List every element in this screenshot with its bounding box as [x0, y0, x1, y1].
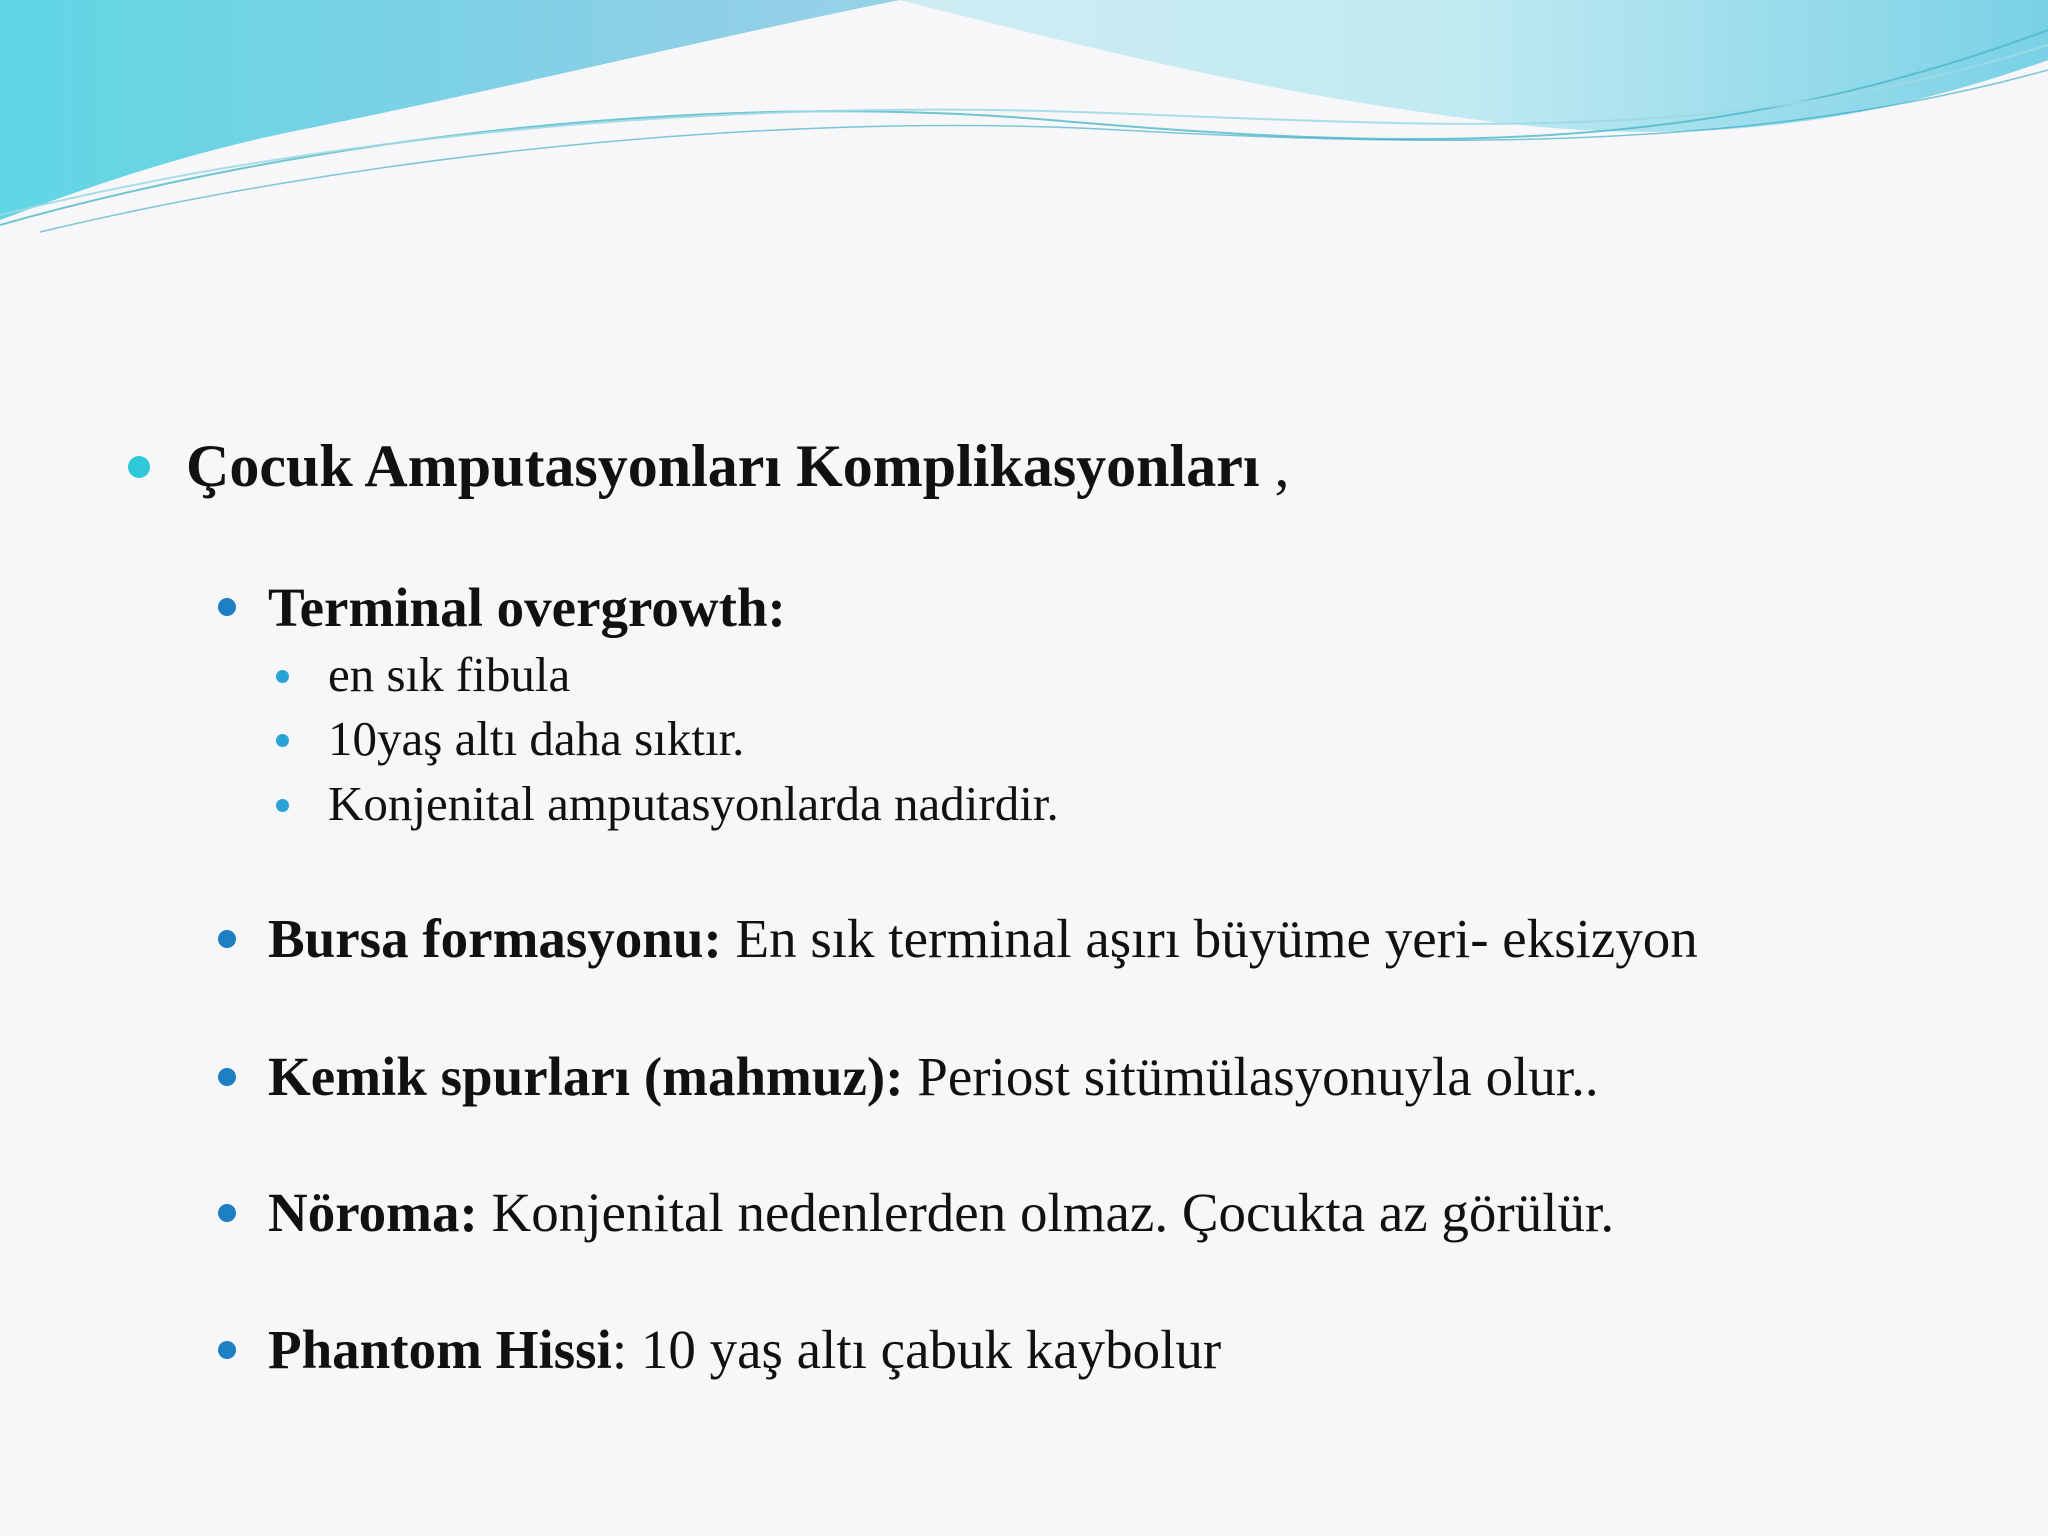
- level2-bullet-icon: [218, 930, 236, 948]
- bullet-term: Kemik spurları (mahmuz):: [268, 1046, 904, 1107]
- bullet-bursa-formasyonu: [268, 906, 1698, 972]
- bullet-text: Konjenital nedenlerden olmaz. Çocukta az görülür.: [477, 1182, 1615, 1243]
- bullet-kemik-spurlari: [268, 1044, 1599, 1110]
- subbullet-item: Konjenital amputasyonlarda nadirdir.: [328, 776, 1059, 831]
- main-bullet-title: [186, 430, 1290, 502]
- bullet-terminal-overgrowth: [268, 575, 786, 641]
- level3-bullet-icon: [276, 670, 289, 683]
- bullet-term: Bursa formasyonu:: [268, 908, 722, 969]
- bullet-text: Periost sitümülasyonuyla olur..: [903, 1046, 1599, 1107]
- bullet-term: Phantom Hissi: [268, 1319, 612, 1380]
- bullet-term: Nöroma:: [268, 1182, 478, 1243]
- bullet-text: : 10 yaş altı çabuk kaybolur: [611, 1319, 1222, 1380]
- level3-bullet-icon: [276, 734, 289, 747]
- subbullet-item: en sık fibula: [328, 647, 571, 702]
- level2-bullet-icon: [218, 1341, 236, 1359]
- subbullet-item: 10yaş altı daha sıktır.: [328, 711, 745, 766]
- bullet-term: Terminal overgrowth:: [268, 577, 786, 638]
- main-title-text: Çocuk Amputasyonları Komplikasyonları: [186, 433, 1260, 499]
- bullet-noroma: [268, 1180, 1614, 1246]
- level2-bullet-icon: [218, 1204, 236, 1222]
- level1-bullet-icon: [128, 456, 150, 478]
- bullet-text: En sık terminal aşırı büyüme yeri- eksizyon: [721, 908, 1698, 969]
- bullet-phantom-hissi: [268, 1317, 1221, 1383]
- level2-bullet-icon: [218, 598, 236, 616]
- main-title-suffix: ,: [1259, 433, 1290, 499]
- level2-bullet-icon: [218, 1068, 236, 1086]
- level3-bullet-icon: [276, 799, 289, 812]
